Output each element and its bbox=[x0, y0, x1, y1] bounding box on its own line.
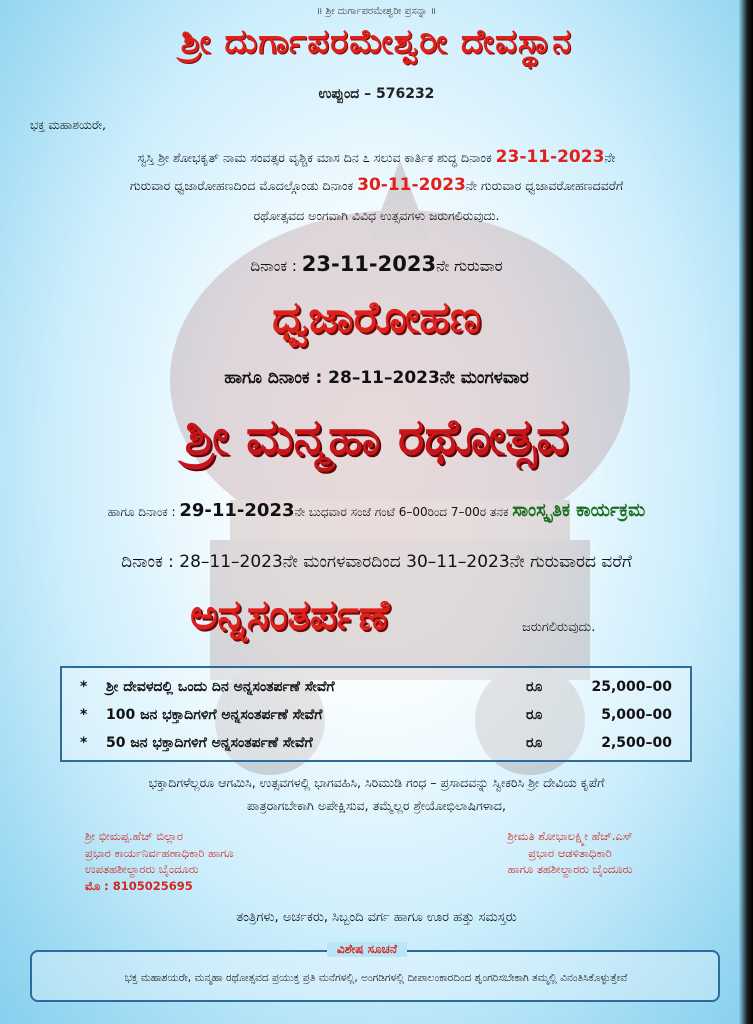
signatory-left bbox=[85, 828, 325, 895]
salutation: ಭಕ್ತ ಮಹಾಶಯರೇ, bbox=[30, 118, 106, 132]
closing-line-2: ಪಾತ್ರರಾಗಬೇಕಾಗಿ ಅಪೇಕ್ಷಿಸುವ, ತಮ್ಮೆಲ್ಲರ ಶ್ರೇಯೋಭಿಲಾಷಿಗಳಾದ, bbox=[247, 797, 506, 813]
seva-bullet: * bbox=[80, 679, 88, 695]
special-notice-title: ವಿಶೇಷ ಸೂಚನೆ bbox=[327, 942, 407, 957]
ratha-date-line: ಹಾಗೂ ದಿನಾಂಕ : 28–11–2023ನೇ ಮಂಗಳವಾರ bbox=[224, 368, 529, 388]
seva-currency: ರೂ bbox=[526, 679, 543, 695]
special-notice-text: ಭಕ್ತ ಮಹಾಶಯರೇ, ಮನ್ಮಹಾ ರಥೋತ್ಸವದ ಪ್ರಯುಕ್ತ ಪ್ರತಿ ಮನೆಗಳಲ್ಲಿ, ಅಂಗಡಿಗಳಲ್ಲಿ ದೀಪಾಲಂಕಾರದಿಂದ ಶೃಂಗರಿಸಬೇಕಾಗಿ ತಮ್ಮಲ್ಲಿ ವಿನಂತಿಸಿಕೊಳ್ಳುತ್ತೇವೆ bbox=[124, 972, 628, 984]
invocation-text: ॥ ಶ್ರೀ ದುರ್ಗಾಪರಮೇಶ್ವರೀ ಪ್ರಸನ್ನಾ ॥ bbox=[316, 6, 437, 17]
dhwaja-date-prefix: ದಿನಾಂಕ : bbox=[250, 257, 297, 275]
cultural-title: ಸಾಂಸ್ಕೃತಿಕ ಕಾರ್ಯಕ್ರಮ bbox=[512, 500, 646, 521]
temple-title: ಶ್ರೀ ದುರ್ಗಾಪರಮೇಶ್ವರೀ ದೇವಸ್ಥಾನ bbox=[180, 22, 573, 62]
dhwaja-day: ನೇ ಗುರುವಾರ bbox=[436, 257, 503, 275]
intro-line-1 bbox=[0, 144, 753, 170]
closing-line-1: ಭಕ್ತಾದಿಗಳೆಲ್ಲರೂ ಆಗಮಿಸಿ, ಉತ್ಸವಗಳಲ್ಲಿ ಭಾಗವಹಿಸಿ, ಸಿರಿಮುಡಿ ಗಂಧ – ಪ್ರಸಾದವನ್ನು ಸ್ವೀಕರಿಸಿ ಶ್ರೀ ದೇವಿಯ ಕೃಪೆಗೆ bbox=[148, 775, 605, 790]
seva-desc: 50 ಜನ ಭಕ್ತಾದಿಗಳಿಗೆ ಅನ್ನಸಂತರ್ಪಣೆ ಸೇವೆಗೆ bbox=[106, 735, 313, 751]
intro-date-end: 30-11-2023 bbox=[357, 175, 466, 195]
signatory-right-name: ಶ್ರೀಮತಿ ಶೋಭಾಲಕ್ಷ್ಮೀ ಹೆಚ್.ಎಸ್ bbox=[507, 829, 633, 843]
intro-line-1-suffix: ನೇ bbox=[604, 150, 616, 165]
intro-line-2-suffix: ನೇ ಗುರುವಾರ ಧ್ವಜಾವರೋಹಣದವರೆಗೆ bbox=[465, 178, 624, 193]
intro-line-1-text: ಸ್ವಸ್ತಿ ಶ್ರೀ ಶೋಭಕೃತ್ ನಾಮ ಸಂವತ್ಸರ ವೃಶ್ಚಿಕ ಮಾಸ ದಿನ ೭ ಸಲುವ ಕಾರ್ತಿಕ ಶುದ್ಧ ದಿನಾಂಕ bbox=[137, 150, 492, 165]
cultural-time: ನೇ ಬುಧವಾರ ಸಂಜೆ ಗಂಟೆ 6–00ರಿಂದ 7–00ರ ತನಕ bbox=[294, 505, 509, 519]
cultural-prefix: ಹಾಗೂ ದಿನಾಂಕ : bbox=[107, 505, 176, 519]
anna-suffix: ಜರುಗಲಿರುವುದು. bbox=[522, 620, 596, 635]
seva-amount: 25,000–00 bbox=[591, 679, 672, 695]
intro-line-2-text: ಗುರುವಾರ ಧ್ವಜಾರೋಹಣದಿಂದ ಮೊದಲ್ಗೊಂಡು ದಿನಾಂಕ bbox=[129, 178, 354, 193]
seva-currency: ರೂ bbox=[526, 735, 543, 751]
anna-date-line: ದಿನಾಂಕ : 28–11–2023ನೇ ಮಂಗಳವಾರದಿಂದ 30–11–2023ನೇ ಗುರುವಾರದ ವರೆಗೆ bbox=[121, 552, 632, 572]
special-notice-box bbox=[30, 942, 720, 1002]
dhwaja-date-line bbox=[0, 252, 753, 276]
signatory-right bbox=[455, 828, 685, 878]
location-text: ಉಪ್ಪುಂದ – 576232 bbox=[318, 86, 435, 102]
seva-row bbox=[62, 702, 694, 730]
intro-line-2 bbox=[0, 172, 753, 198]
seva-currency: ರೂ bbox=[526, 707, 543, 723]
dhwaja-title: ಧ್ವಜಾರೋಹಣ bbox=[272, 292, 481, 343]
anna-title: ಅನ್ನಸಂತರ್ಪಣೆ bbox=[190, 590, 390, 639]
intro-date-start: 23-11-2023 bbox=[495, 147, 605, 167]
dhwaja-date: 23-11-2023 bbox=[301, 252, 437, 276]
seva-amount: 5,000–00 bbox=[601, 707, 672, 723]
intro-line-3: ರಥೋತ್ಸವದ ಅಂಗವಾಗಿ ವಿವಿಧ ಉತ್ಸವಗಳು ಜರುಗಲಿರುವುದು. bbox=[253, 208, 500, 223]
cultural-date: 29-11-2023 bbox=[179, 500, 295, 521]
seva-box bbox=[60, 666, 692, 762]
signatory-right-role-2: ಹಾಗೂ ತಹಶೀಲ್ದಾರರು ಬೈಂದೂರು bbox=[507, 862, 633, 877]
signatory-left-name: ಶ್ರೀ ಭೀಮಪ್ಪ.ಹೆಚ್ ಬಿಲ್ಲಾರ bbox=[85, 829, 184, 843]
signatory-left-role-1: ಪ್ರಭಾರ ಕಾರ್ಯನಿರ್ವಹಣಾಧಿಕಾರಿ ಹಾಗೂ bbox=[85, 845, 234, 860]
signatory-left-role-2: ಉಪತಹಶೀಲ್ದಾರರು ಬೈಂದೂರು bbox=[85, 862, 199, 877]
closing-text bbox=[0, 772, 753, 817]
seva-row bbox=[62, 730, 694, 758]
ratha-title: ಶ್ರೀ ಮನ್ಮಹಾ ರಥೋತ್ಸವ bbox=[184, 408, 569, 466]
seva-bullet: * bbox=[80, 707, 88, 723]
seva-amount: 2,500–00 bbox=[601, 735, 672, 751]
seva-row bbox=[62, 674, 694, 702]
signatory-left-mobile: ಮೊ : 8105025695 bbox=[85, 879, 193, 894]
tantri-line: ತಂತ್ರಿಗಳು, ಅರ್ಚಕರು, ಸಿಬ್ಬಂದಿ ವರ್ಗ ಹಾಗೂ ಊರ ಹತ್ತು ಸಮಸ್ತರು bbox=[236, 910, 517, 925]
seva-bullet: * bbox=[80, 735, 88, 751]
seva-desc: ಶ್ರೀ ದೇವಳದಲ್ಲಿ ಒಂದು ದಿನ ಅನ್ನಸಂತರ್ಪಣೆ ಸೇವೆಗೆ bbox=[106, 679, 335, 695]
seva-desc: 100 ಜನ ಭಕ್ತಾದಿಗಳಿಗೆ ಅನ್ನಸಂತರ್ಪಣೆ ಸೇವೆಗೆ bbox=[106, 707, 323, 723]
signatory-right-role-1: ಪ್ರಭಾರ ಆಡಳಿತಾಧಿಕಾರಿ bbox=[528, 845, 612, 860]
cultural-line bbox=[0, 500, 753, 521]
